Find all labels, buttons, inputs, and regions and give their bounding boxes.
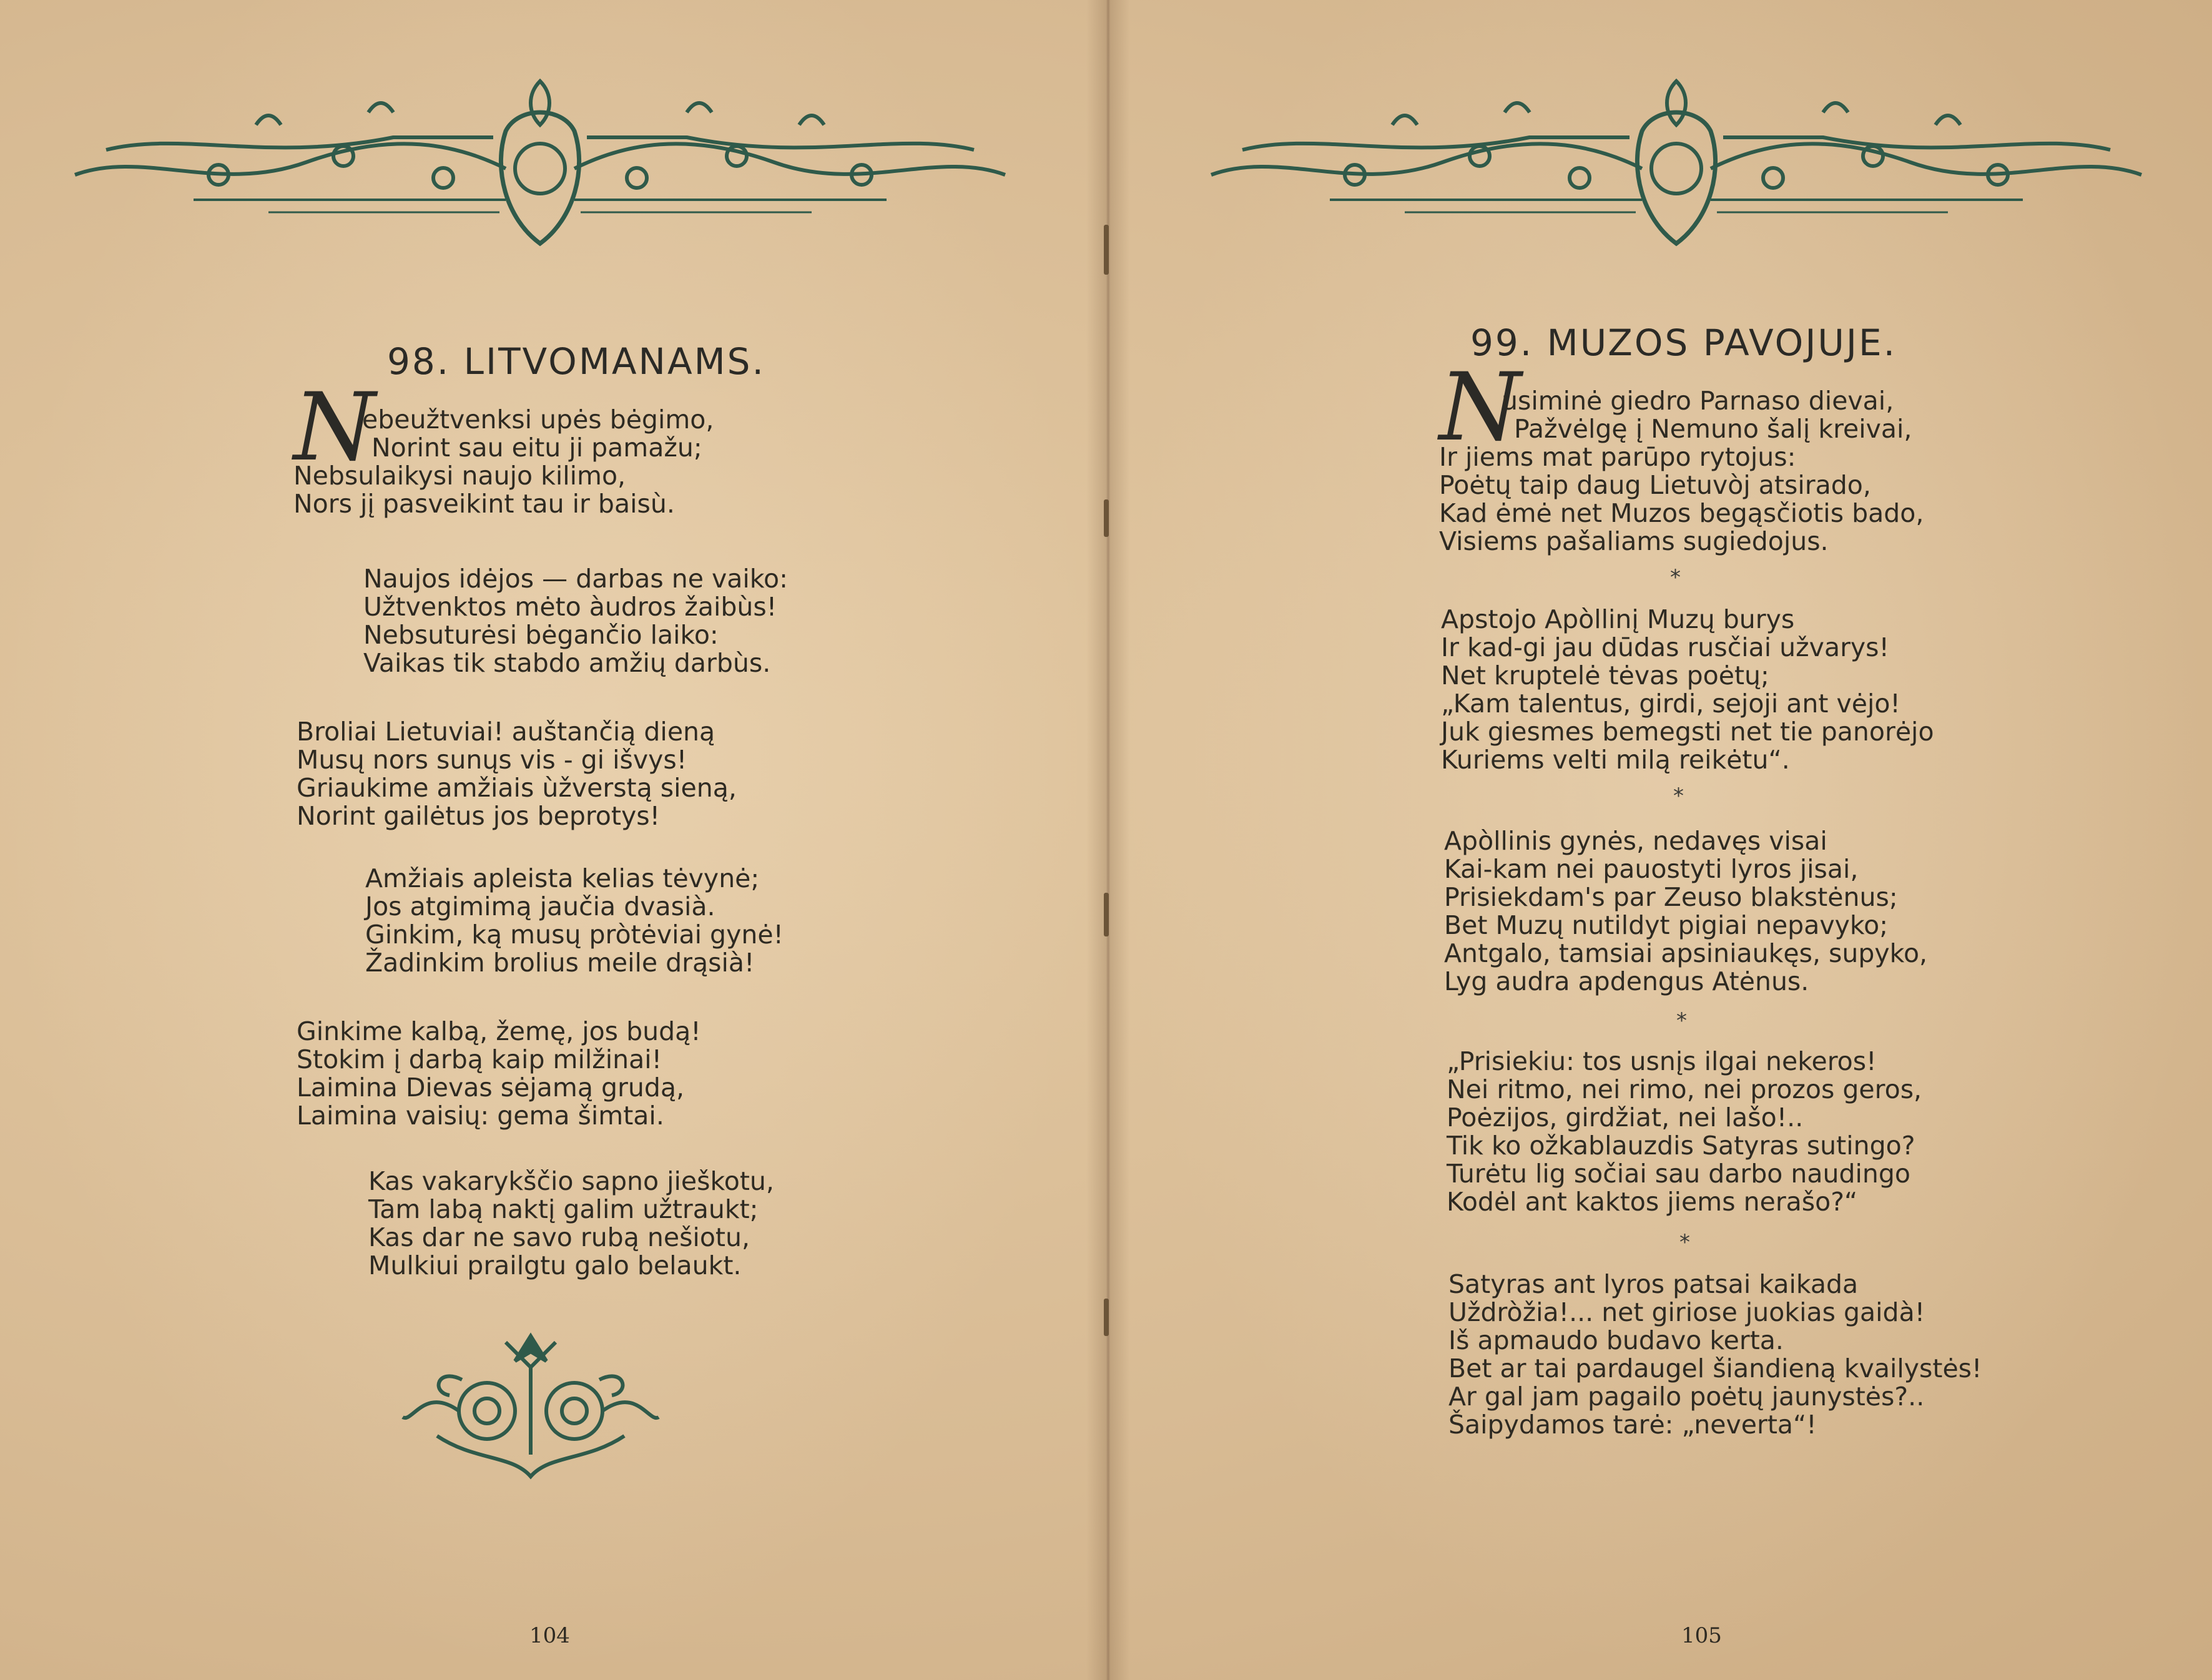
verse-line: Griaukime amžiais ùžverstą sieną,	[297, 773, 737, 803]
stanza-2	[1441, 606, 1934, 774]
verse-line: Apòllinis gynės, nedavęs visai	[1444, 826, 1827, 856]
verse-line: „Prisiekiu: tos usnįs ilgai nekeros!	[1447, 1046, 1877, 1076]
drop-cap: N	[293, 373, 376, 482]
verse-line: Prisiekdam's par Zeuso blakstėnus;	[1444, 882, 1898, 912]
verse-line: Žadinkim brolius meile drąsià!	[365, 948, 755, 978]
verse-line: Stokim į darbą kaip milžinai!	[297, 1044, 662, 1074]
stanza-4	[365, 865, 784, 977]
poem-title: 98. LITVOMANAMS.	[387, 340, 765, 383]
poem-title: 99. MUZOS PAVOJUJE.	[1470, 322, 1897, 364]
verse-line: Naujos idėjos — darbas ne vaiko:	[363, 564, 788, 594]
verse-line: Šaipydamos tarė: „neverta“!	[1448, 1410, 1817, 1440]
verse-line: Kai-kam nei pauostyti lyros jisai,	[1444, 854, 1859, 884]
verse-line: Vaikas tik stabdo amžių darbùs.	[363, 648, 771, 678]
floral-vignette-ornament-icon	[400, 1330, 662, 1486]
verse-line: Norint sau eitu ji pamažu;	[371, 433, 702, 463]
asterism-separator-icon: *	[1676, 1008, 1687, 1033]
verse-line: Broliai Lietuviai! auštančią dieną	[297, 717, 715, 747]
floral-header-ornament-icon	[69, 69, 1011, 256]
asterism-separator-icon: *	[1679, 1230, 1690, 1255]
stanza-6	[368, 1167, 774, 1280]
verse-line: Visiems pašaliams sugiedojus.	[1439, 526, 1829, 556]
stanza-2	[363, 565, 788, 677]
binding-stitch	[1104, 893, 1109, 936]
verse-line: Kas vakarykščio sapno jieškotu,	[368, 1166, 774, 1196]
verse-line: Pažvėlgę į Nemuno šalį kreivai,	[1514, 414, 1912, 444]
verse-line: Bet Muzų nutildyt pigiai nepavyko;	[1444, 910, 1889, 940]
verse-line: Ginkime kalbą, žemę, jos budą!	[297, 1016, 701, 1046]
verse-line: Ginkim, ką musų pròtėviai gynė!	[365, 920, 784, 950]
verse-line: Laimina Dievas sėjamą grudą,	[297, 1073, 685, 1103]
verse-line: Mulkiui prailgtu galo belaukt.	[368, 1250, 742, 1280]
verse-line: Apstojo Apòllinį Muzų burys	[1441, 604, 1795, 634]
verse-line: Turėtu lig sočiai sau darbo naudingo	[1447, 1159, 1911, 1189]
stanza-5	[1448, 1270, 1982, 1439]
verse-line: usiminė giedro Parnaso dievai,	[1502, 386, 1894, 416]
verse-line: Nebsulaikysi naujo kilimo,	[293, 461, 626, 491]
verse-line: Amžiais apleista kelias tėvynė;	[365, 863, 760, 893]
verse-line: Ir kad-gi jau dūdas rusčiai užvarys!	[1441, 632, 1889, 662]
verse-line: Lyg audra apdengus Atėnus.	[1444, 966, 1809, 996]
page-number: 105	[1681, 1623, 1722, 1648]
left-page	[0, 0, 1099, 1680]
verse-line: Jos atgimimą jaučia dvasià.	[365, 892, 715, 921]
verse-line: Tam labą naktį galim užtraukt;	[368, 1194, 759, 1224]
floral-header-ornament-icon	[1205, 69, 2148, 256]
verse-line: Nors jį pasveikint tau ir baisù.	[293, 489, 675, 519]
stanza-3	[1444, 827, 1927, 996]
binding-stitch	[1104, 499, 1109, 537]
verse-line: Kuriems velti milą reikėtu“.	[1441, 745, 1790, 775]
verse-line: Kad ėmė net Muzos begąsčiotis bado,	[1439, 498, 1924, 528]
verse-line: Juk giesmes bemegsti net tie panorėjo	[1441, 717, 1934, 747]
verse-line: Antgalo, tamsiai apsiniaukęs, supyko,	[1444, 938, 1928, 968]
verse-line: Ir jiems mat parūpo rytojus:	[1439, 442, 1796, 472]
verse-line: Satyras ant lyros patsai kaikada	[1448, 1269, 1859, 1299]
drop-cap: N	[1439, 353, 1521, 462]
binding-stitch	[1104, 225, 1109, 275]
asterism-separator-icon: *	[1673, 784, 1684, 808]
verse-line: Kodėl ant kaktos jiems nerašo?“	[1447, 1187, 1858, 1217]
stanza-1	[293, 406, 714, 518]
verse-line: Užtvenktos mėto àudros žaibùs!	[363, 592, 777, 622]
verse-line: Poėzijos, girdžiat, nei lašo!..	[1447, 1103, 1804, 1132]
verse-line: Iš apmaudo budavo kerta.	[1448, 1325, 1784, 1355]
right-page	[1111, 0, 2212, 1680]
verse-line: „Kam talentus, girdi, sejoji ant vėjo!	[1441, 689, 1900, 719]
page-number: 104	[529, 1623, 570, 1648]
verse-line: Nei ritmo, nei rimo, nei prozos geros,	[1447, 1074, 1922, 1104]
stanza-3	[297, 718, 737, 830]
stanza-4	[1447, 1048, 1922, 1216]
verse-line: Uždròžia!... net giriose juokias gaidà!	[1448, 1297, 1925, 1327]
verse-line: Ar gal jam pagailo poėtų jaunystės?..	[1448, 1382, 1925, 1412]
stanza-5	[297, 1018, 701, 1130]
binding-stitch	[1104, 1299, 1109, 1336]
verse-line: Norint gailėtus jos beprotys!	[297, 801, 661, 831]
verse-line: Poėtų taip daug Lietuvòj atsirado,	[1439, 470, 1871, 500]
verse-line: Bet ar tai pardaugel šiandieną kvailystės!	[1448, 1353, 1982, 1383]
verse-line: Tik ko ožkablauzdis Satyras sutingo?	[1447, 1131, 1915, 1161]
asterism-separator-icon: *	[1670, 565, 1681, 590]
verse-line: Kas dar ne savo rubą nešiotu,	[368, 1222, 750, 1252]
verse-line: Musų nors sunųs vis - gi išvys!	[297, 745, 687, 775]
verse-line: Nebsuturėsi bėgančio laiko:	[363, 620, 719, 650]
verse-line: ebeužtvenksi upės bėgimo,	[362, 405, 714, 435]
stanza-1	[1439, 387, 1924, 556]
verse-line: Laimina vaisių: gema šimtai.	[297, 1101, 664, 1131]
verse-line: Net kruptelė tėvas poėtų;	[1441, 661, 1769, 690]
